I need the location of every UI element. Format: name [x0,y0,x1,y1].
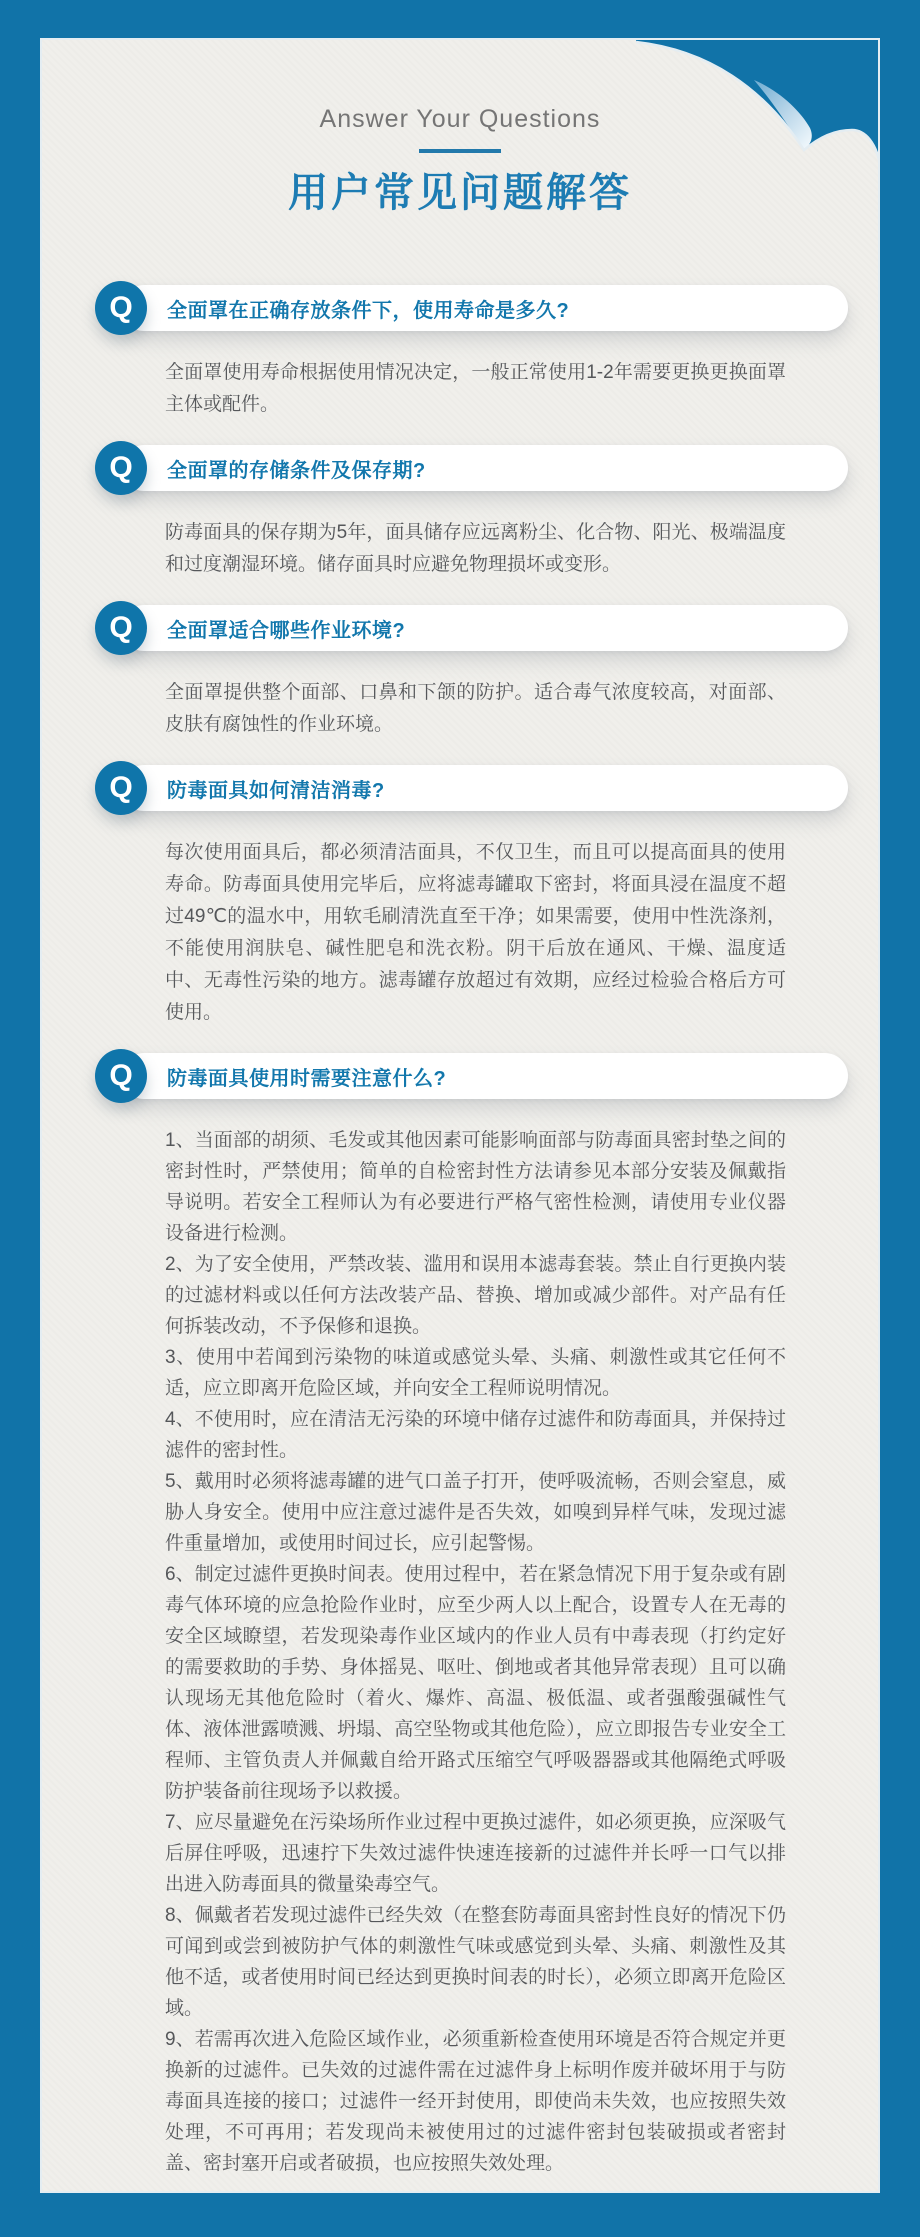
paper-sheet [40,38,880,2193]
answer-block [165,837,786,1029]
q-badge-letter: Q [109,1059,133,1092]
question-pill [121,605,848,651]
title-divider [419,149,501,153]
answer-paragraph: 全面罩使用寿命根据使用情况决定，一般正常使用1-2年需要更换更换面罩主体或配件。 [165,362,786,415]
question-text: 防毒面具使用时需要注意什么? [167,1067,447,1090]
q-badge-letter: Q [109,291,133,324]
faq-section [42,285,878,421]
question-pill [121,285,848,331]
question-pill [121,1053,848,1099]
q-badge [95,441,147,495]
answer-paragraph: 5、戴用时必须将滤毒罐的进气口盖子打开，使呼吸流畅，否则会窒息，威胁人身安全。使用中应注意过滤件是否失效，如嗅到异样气味，发现过滤件重量增加，或使用时间过长，应引起警惕。 [165,1471,786,1554]
answer-paragraph: 8、佩戴者若发现过滤件已经失效（在整套防毒面具密封性良好的情况下仍可闻到或尝到被防护气体的刺激性气味或感觉到头晕、头痛、刺激性及其他不适，或者使用时间已经达到更换时间表的时长），必须立即离开危险区域。 [165,1905,786,2019]
answer-paragraph: 4、不使用时，应在清洁无污染的环境中储存过滤件和防毒面具，并保持过滤件的密封性。 [165,1409,786,1461]
q-badge [95,1049,147,1103]
answer-paragraph: 7、应尽量避免在污染场所作业过程中更换过滤件，如必须更换，应深吸气后屏住呼吸，迅速拧下失效过滤件快速连接新的过滤件并长呼一口气以排出进入防毒面具的微量染毒空气。 [165,1812,786,1895]
answer-paragraph: 每次使用面具后，都必须清洁面具，不仅卫生，而且可以提高面具的使用寿命。防毒面具使用完毕后，应将滤毒罐取下密封，将面具浸在温度不超过49℃的温水中，用软毛刷清洗直至干净；如果需要，使用中性洗涤剂，不能使用润肤皂、碱性肥皂和洗衣粉。阴干后放在通风、干燥、温度适中、无毒性污染的地方。滤毒罐存放超过有效期，应经过检验合格后方可使用。 [165,842,786,1023]
page-subtitle: Answer Your Questions [319,105,601,133]
answer-paragraph: 全面罩提供整个面部、口鼻和下颌的防护。适合毒气浓度较高，对面部、皮肤有腐蚀性的作业环境。 [165,682,786,735]
faq-section [42,765,878,1029]
answer-paragraph: 2、为了安全使用，严禁改装、滥用和误用本滤毒套装。禁止自行更换内装的过滤材料或以任何方法改装产品、替换、增加或减少部件。对产品有任何拆装改动，不予保修和退换。 [165,1254,786,1337]
question-row [95,1053,848,1099]
answer-paragraph: 6、制定过滤件更换时间表。使用过程中，若在紧急情况下用于复杂或有剧毒气体环境的应急抢险作业时，应至少两人以上配合，设置专人在无毒的安全区域瞭望，若发现染毒作业区域内的作业人员有中毒表现（打约定好的需要救助的手势、身体摇晃、呕吐、倒地或者其他异常表现）且可以确认现场无其他危险时（着火、爆炸、高温、极低温、或者强酸强碱性气体、液体泄露喷溅、坍塌、高空坠物或其他危险），应立即报告专业安全工程师、主管负责人并佩戴自给开路式压缩空气呼吸器器或其他隔绝式呼吸防护装备前往现场予以救援。 [165,1564,786,1802]
answer-paragraph: 3、使用中若闻到污染物的味道或感觉头晕、头痛、刺激性或其它任何不适，应立即离开危险区域，并向安全工程师说明情况。 [165,1347,786,1399]
answer-block [165,517,786,581]
q-badge [95,761,147,815]
paper-content [42,40,878,2179]
question-row [95,765,848,811]
answer-paragraph: 1、当面部的胡须、毛发或其他因素可能影响面部与防毒面具密封垫之间的密封性时，严禁使用；简单的自检密封性方法请参见本部分安装及佩戴指导说明。若安全工程师认为有必要进行严格气密性检测，请使用专业仪器设备进行检测。 [165,1130,786,1244]
question-row [95,445,848,491]
answer-block [165,357,786,421]
faq-section [42,1053,878,2179]
faq-section [42,605,878,741]
q-badge [95,281,147,335]
question-row [95,285,848,331]
question-pill [121,445,848,491]
answer-paragraph: 9、若需再次进入危险区域作业，必须重新检查使用环境是否符合规定并更换新的过滤件。已失效的过滤件需在过滤件身上标明作废并破坏用于与防毒面具连接的接口；过滤件一经开封使用，即使尚未失效，也应按照失效处理，不可再用；若发现尚未被使用过的过滤件密封包装破损或者密封盖、密封塞开启或者破损，也应按照失效处理。 [165,2029,786,2174]
question-pill [121,765,848,811]
q-badge-letter: Q [109,771,133,804]
q-badge-letter: Q [109,451,133,484]
page-title: 用户常见问题解答 [288,171,632,215]
faq-list [42,285,878,2179]
question-text: 全面罩的存储条件及保存期? [167,459,426,482]
answer-paragraph: 防毒面具的保存期为5年，面具储存应远离粉尘、化合物、阳光、极端温度和过度潮湿环境。储存面具时应避免物理损坏或变形。 [165,522,786,575]
question-row [95,605,848,651]
question-text: 全面罩适合哪些作业环境? [167,619,406,642]
q-badge [95,601,147,655]
question-text: 防毒面具如何清洁消毒? [167,779,385,802]
question-text: 全面罩在正确存放条件下，使用寿命是多久? [167,299,570,322]
answer-block [165,677,786,741]
answer-block [165,1125,786,2179]
faq-section [42,445,878,581]
q-badge-letter: Q [109,611,133,644]
